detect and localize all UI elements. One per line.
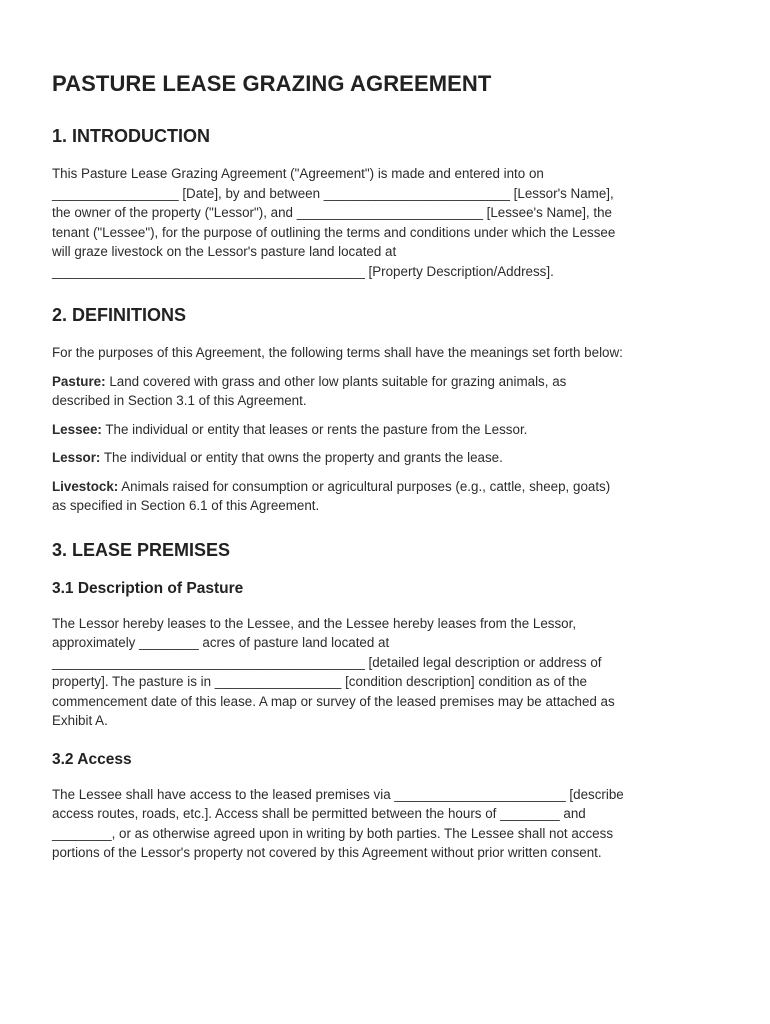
definition-term: Pasture:	[52, 373, 106, 389]
section-definitions	[52, 303, 722, 516]
section-heading-introduction: 1. INTRODUCTION	[52, 126, 211, 146]
section-heading-lease-premises: 3. LEASE PREMISES	[52, 539, 231, 560]
definition-pasture	[52, 372, 722, 411]
definition-lessee	[52, 420, 722, 440]
definition-livestock	[52, 477, 722, 516]
definitions-intro: For the purposes of this Agreement, the following terms shall have the meanings set forth below:	[52, 345, 623, 360]
document-page	[52, 70, 722, 885]
definition-text: Land covered with grass and other low plants suitable for grazing animals, as described in Section 3.1 of this Agreement.	[52, 373, 567, 408]
introduction-body: This Pasture Lease Grazing Agreement ("Agreement") is made and entered into on _________________ [Date], by and between _________________________ [Lessor's Name], the owner of the property ("Lessor"), and _________________________ [Lessee's Name], the tenant ("Lessee"), for the purpose of outlining the terms and conditions under which the Lessee will graze livestock on the Lessor's pasture land located at __________________________________________ [Property Description/Address].	[52, 166, 616, 279]
subsection-heading-access: 3.2 Access	[52, 750, 132, 768]
definition-text: Animals raised for consumption or agricultural purposes (e.g., cattle, sheep, goats) as specified in Section 6.1 of this Agreement.	[52, 478, 611, 513]
section-lease-premises	[52, 538, 722, 863]
definition-term: Lessor:	[52, 450, 101, 465]
definition-term: Lessee:	[52, 421, 102, 437]
subsection-description-of-pasture	[52, 578, 722, 731]
subsection-heading-description: 3.1 Description of Pasture	[52, 579, 244, 597]
definition-lessor	[52, 448, 722, 468]
definition-text: The individual or entity that leases or rents the pasture from the Lessor.	[101, 421, 528, 437]
description-body: The Lessor hereby leases to the Lessee, and the Lessee hereby leases from the Lessor, approximately ________ acres of pasture land located at __________________________________________ [detailed legal description or address of property]. The pasture is in _________________ [condition description] condition as of the commencement date of this lease. A map or survey of the leased premises may be attached as Exhibit A.	[52, 615, 615, 728]
document-title: PASTURE LEASE GRAZING AGREEMENT	[52, 71, 492, 96]
section-heading-definitions: 2. DEFINITIONS	[52, 305, 187, 325]
definition-text: The individual or entity that owns the property and grants the lease.	[100, 450, 503, 465]
subsection-access	[52, 749, 722, 863]
section-introduction	[52, 124, 722, 281]
access-body: The Lessee shall have access to the leased premises via _______________________ [describe access routes, roads, etc.]. Access shall be permitted between the hours of ________ and ________, or as otherwise agreed upon in writing by both parties. The Lessee shall not access portions of the Lessor's property not covered by this Agreement without prior written consent.	[52, 786, 624, 860]
definition-term: Livestock:	[52, 478, 119, 494]
